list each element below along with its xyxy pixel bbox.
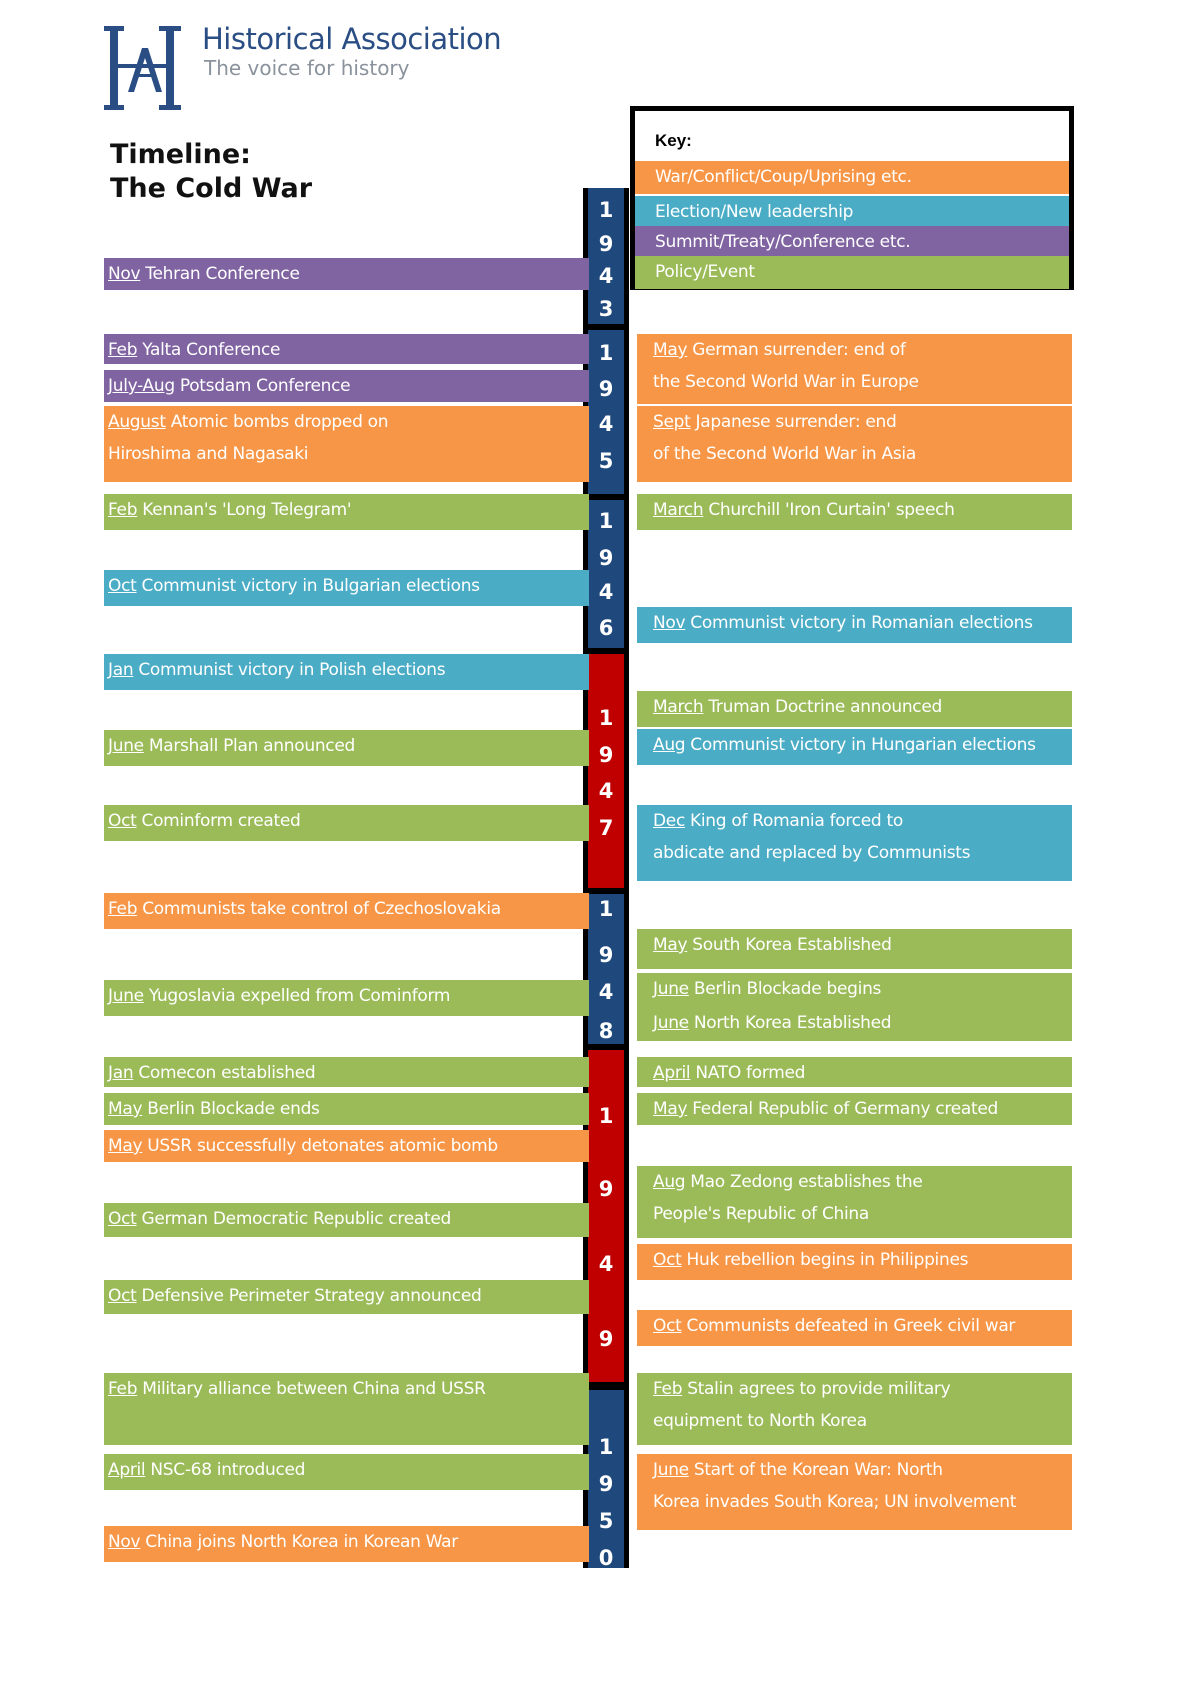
legend-item-summit: Summit/Treaty/Conference etc. xyxy=(635,226,1069,259)
timeline-event xyxy=(104,406,589,482)
event-month: Feb xyxy=(108,340,138,360)
event-text-line xyxy=(108,654,589,686)
timeline-event xyxy=(637,406,1072,482)
axis-segment-1947 xyxy=(588,654,624,888)
year-digit: 4 xyxy=(598,264,614,288)
event-text-line xyxy=(108,370,589,402)
timeline-event xyxy=(104,370,589,402)
event-text-line xyxy=(108,1093,589,1125)
year-digit: 5 xyxy=(598,1509,614,1533)
event-description: USSR successfully detonates atomic bomb xyxy=(147,1136,498,1156)
event-description: Berlin Blockade ends xyxy=(147,1099,320,1119)
event-text-line xyxy=(108,438,589,470)
event-text-line xyxy=(653,1198,1072,1230)
year-digit: 4 xyxy=(598,412,614,436)
event-text-line xyxy=(653,1007,1072,1039)
event-description: Marshall Plan announced xyxy=(148,736,355,756)
event-text-line xyxy=(653,1093,1072,1125)
event-description: Communist victory in Polish elections xyxy=(138,660,446,680)
timeline-event xyxy=(637,334,1072,404)
event-text-line xyxy=(653,1310,1072,1342)
event-month: Nov xyxy=(108,1532,141,1552)
event-text-line xyxy=(653,406,1072,438)
event-month: March xyxy=(653,500,704,520)
event-text-line xyxy=(653,805,1072,837)
event-month: Nov xyxy=(108,264,141,284)
event-description: Comecon established xyxy=(138,1063,316,1083)
event-month: Jan xyxy=(108,1063,134,1083)
page-title xyxy=(110,138,312,206)
year-digit: 9 xyxy=(598,743,614,767)
event-month: May xyxy=(653,340,688,360)
year-digit: 1 xyxy=(598,897,614,921)
timeline-event xyxy=(637,1310,1072,1346)
event-month: Oct xyxy=(108,576,137,596)
timeline-event xyxy=(104,1130,589,1162)
event-text-line xyxy=(653,334,1072,366)
event-text-line xyxy=(108,1280,589,1312)
event-text-line xyxy=(653,607,1072,639)
event-description: Berlin Blockade begins xyxy=(693,979,882,999)
event-description: abdicate and replaced by Communists xyxy=(653,843,971,863)
event-month: June xyxy=(653,1460,689,1480)
event-text-line xyxy=(653,366,1072,398)
event-month: Oct xyxy=(653,1250,682,1270)
event-text-line xyxy=(653,1373,1072,1405)
timeline-event xyxy=(104,1526,589,1562)
timeline-event xyxy=(104,730,589,766)
event-description: South Korea Established xyxy=(692,935,892,955)
event-description: Tehran Conference xyxy=(145,264,300,284)
event-month: March xyxy=(653,697,704,717)
timeline-event xyxy=(104,805,589,841)
year-digit: 3 xyxy=(598,297,614,321)
timeline-event xyxy=(637,929,1072,969)
event-description: North Korea Established xyxy=(693,1013,892,1033)
event-description: Atomic bombs dropped on xyxy=(170,412,389,432)
event-text-line xyxy=(108,1373,589,1405)
event-description: Kennan's 'Long Telegram' xyxy=(142,500,352,520)
year-digit: 8 xyxy=(598,1019,614,1043)
year-digit: 4 xyxy=(598,580,614,604)
event-text-line xyxy=(108,494,589,526)
timeline-event xyxy=(104,570,589,606)
event-text-line xyxy=(108,334,589,364)
event-description: NSC-68 introduced xyxy=(150,1460,306,1480)
event-month: May xyxy=(653,935,688,955)
event-text-line xyxy=(653,1454,1072,1486)
event-description: Communist victory in Hungarian elections xyxy=(690,735,1036,755)
timeline-event xyxy=(104,1093,589,1125)
event-description: Communists take control of Czechoslovakia xyxy=(142,899,501,919)
legend-item-election: Election/New leadership xyxy=(635,196,1069,229)
event-description: Yugoslavia expelled from Cominform xyxy=(148,986,451,1006)
timeline-event xyxy=(104,1280,589,1314)
timeline-event xyxy=(637,1373,1072,1445)
event-month: Feb xyxy=(108,500,138,520)
event-description: German surrender: end of xyxy=(692,340,906,360)
event-month: Dec xyxy=(653,811,685,831)
timeline-event xyxy=(104,258,589,290)
event-description: Truman Doctrine announced xyxy=(708,697,942,717)
legend-item-war: War/Conflict/Coup/Uprising etc. xyxy=(635,161,1069,194)
timeline-event xyxy=(637,805,1072,881)
event-month: Feb xyxy=(108,1379,138,1399)
event-text-line xyxy=(108,1130,589,1162)
event-description: Federal Republic of Germany created xyxy=(692,1099,998,1119)
event-description: Potsdam Conference xyxy=(179,376,351,396)
event-month: June xyxy=(108,986,144,1006)
event-description: Communist victory in Romanian elections xyxy=(690,613,1033,633)
timeline-event xyxy=(637,1057,1072,1087)
event-description: China joins North Korea in Korean War xyxy=(145,1532,458,1552)
year-digit: 1 xyxy=(598,341,614,365)
event-month: Oct xyxy=(653,1316,682,1336)
timeline-event xyxy=(104,893,589,929)
event-month: August xyxy=(108,412,166,432)
timeline-event xyxy=(637,494,1072,530)
year-digit: 9 xyxy=(598,943,614,967)
event-month: April xyxy=(653,1063,691,1083)
event-description: Stalin agrees to provide military xyxy=(687,1379,951,1399)
legend-key xyxy=(630,106,1074,290)
event-text-line xyxy=(108,1203,589,1235)
event-month: Feb xyxy=(653,1379,683,1399)
event-text-line xyxy=(108,570,589,602)
year-digit: 6 xyxy=(598,616,614,640)
timeline-event xyxy=(637,1454,1072,1530)
event-month: May xyxy=(108,1099,143,1119)
timeline-event xyxy=(637,1093,1072,1125)
timeline-event xyxy=(637,729,1072,765)
year-digit: 9 xyxy=(598,232,614,256)
event-text-line xyxy=(653,929,1072,961)
event-description: Japanese surrender: end xyxy=(695,412,897,432)
year-digit: 1 xyxy=(598,706,614,730)
year-digit: 9 xyxy=(598,1472,614,1496)
event-text-line xyxy=(108,893,589,925)
event-description: Yalta Conference xyxy=(142,340,281,360)
event-description: Churchill 'Iron Curtain' speech xyxy=(708,500,955,520)
year-digit: 7 xyxy=(598,816,614,840)
legend-heading: Key: xyxy=(655,131,692,150)
timeline-event xyxy=(637,607,1072,643)
year-digit: 1 xyxy=(598,198,614,222)
event-month: Sept xyxy=(653,412,691,432)
event-text-line xyxy=(108,406,589,438)
event-description: Korea invades South Korea; UN involvement xyxy=(653,1492,1017,1512)
event-month: June xyxy=(108,736,144,756)
timeline-event xyxy=(104,1373,589,1445)
event-description: Hiroshima and Nagasaki xyxy=(108,444,309,464)
year-digit: 5 xyxy=(598,449,614,473)
event-text-line xyxy=(653,1405,1072,1437)
event-description: Cominform created xyxy=(141,811,301,831)
event-month: June xyxy=(653,1013,689,1033)
event-text-line xyxy=(653,691,1072,723)
timeline-event xyxy=(637,1166,1072,1238)
event-text-line xyxy=(108,1057,589,1087)
event-month: Jan xyxy=(108,660,134,680)
event-text-line xyxy=(653,1166,1072,1198)
event-text-line xyxy=(653,1244,1072,1276)
timeline-event xyxy=(104,654,589,690)
year-digit: 9 xyxy=(598,1177,614,1201)
timeline-event xyxy=(104,1203,589,1237)
year-digit: 4 xyxy=(598,980,614,1004)
event-description: People's Republic of China xyxy=(653,1204,870,1224)
timeline-event xyxy=(104,1057,589,1087)
event-month: April xyxy=(108,1460,146,1480)
event-month: Nov xyxy=(653,613,686,633)
year-digit: 1 xyxy=(598,1104,614,1128)
timeline-event xyxy=(104,334,589,364)
event-text-line xyxy=(653,837,1072,869)
event-month: Feb xyxy=(108,899,138,919)
event-month: Oct xyxy=(108,1209,137,1229)
event-month: May xyxy=(653,1099,688,1119)
event-text-line xyxy=(108,730,589,762)
organization-tagline: The voice for history xyxy=(204,56,410,80)
event-description: Communist victory in Bulgarian elections xyxy=(141,576,480,596)
event-description: King of Romania forced to xyxy=(690,811,903,831)
event-description: Communists defeated in Greek civil war xyxy=(686,1316,1016,1336)
year-digit: 0 xyxy=(598,1546,614,1570)
year-digit: 4 xyxy=(598,779,614,803)
event-text-line xyxy=(108,258,589,290)
event-description: Start of the Korean War: North xyxy=(693,1460,943,1480)
event-month: July-Aug xyxy=(108,376,175,396)
organization-name: Historical Association xyxy=(202,22,502,56)
title-line-2: The Cold War xyxy=(110,173,313,204)
timeline-event xyxy=(104,494,589,530)
event-month: Aug xyxy=(653,735,686,755)
timeline-event xyxy=(637,1244,1072,1280)
timeline-event xyxy=(637,1007,1072,1041)
event-text-line xyxy=(653,494,1072,526)
event-description: Defensive Perimeter Strategy announced xyxy=(141,1286,482,1306)
year-digit: 9 xyxy=(598,1327,614,1351)
legend-item-policy: Policy/Event xyxy=(635,256,1069,289)
year-digit: 1 xyxy=(598,1435,614,1459)
event-text-line xyxy=(653,729,1072,761)
year-digit: 9 xyxy=(598,546,614,570)
event-description: Military alliance between China and USSR xyxy=(142,1379,486,1399)
event-text-line xyxy=(108,1454,589,1486)
event-text-line xyxy=(653,973,1072,1005)
event-description: Mao Zedong establishes the xyxy=(690,1172,923,1192)
event-text-line xyxy=(653,438,1072,470)
event-month: May xyxy=(108,1136,143,1156)
title-line-1: Timeline: xyxy=(110,139,251,170)
event-description: NATO formed xyxy=(695,1063,806,1083)
event-description: of the Second World War in Asia xyxy=(653,444,916,464)
event-description: equipment to North Korea xyxy=(653,1411,867,1431)
year-digit: 4 xyxy=(598,1252,614,1276)
event-description: the Second World War in Europe xyxy=(653,372,919,392)
event-text-line xyxy=(108,805,589,837)
historical-association-logo xyxy=(104,26,186,110)
event-month: June xyxy=(653,979,689,999)
timeline-event xyxy=(637,973,1072,1007)
event-text-line xyxy=(108,980,589,1012)
timeline-event xyxy=(104,980,589,1016)
event-text-line xyxy=(653,1057,1072,1087)
event-description: German Democratic Republic created xyxy=(141,1209,451,1229)
year-digit: 1 xyxy=(598,509,614,533)
event-text-line xyxy=(108,1526,589,1558)
event-month: Aug xyxy=(653,1172,686,1192)
event-month: Oct xyxy=(108,1286,137,1306)
year-digit: 9 xyxy=(598,377,614,401)
timeline-event xyxy=(104,1454,589,1490)
event-month: Oct xyxy=(108,811,137,831)
timeline-event xyxy=(637,691,1072,727)
event-text-line xyxy=(653,1486,1072,1518)
event-description: Huk rebellion begins in Philippines xyxy=(686,1250,969,1270)
